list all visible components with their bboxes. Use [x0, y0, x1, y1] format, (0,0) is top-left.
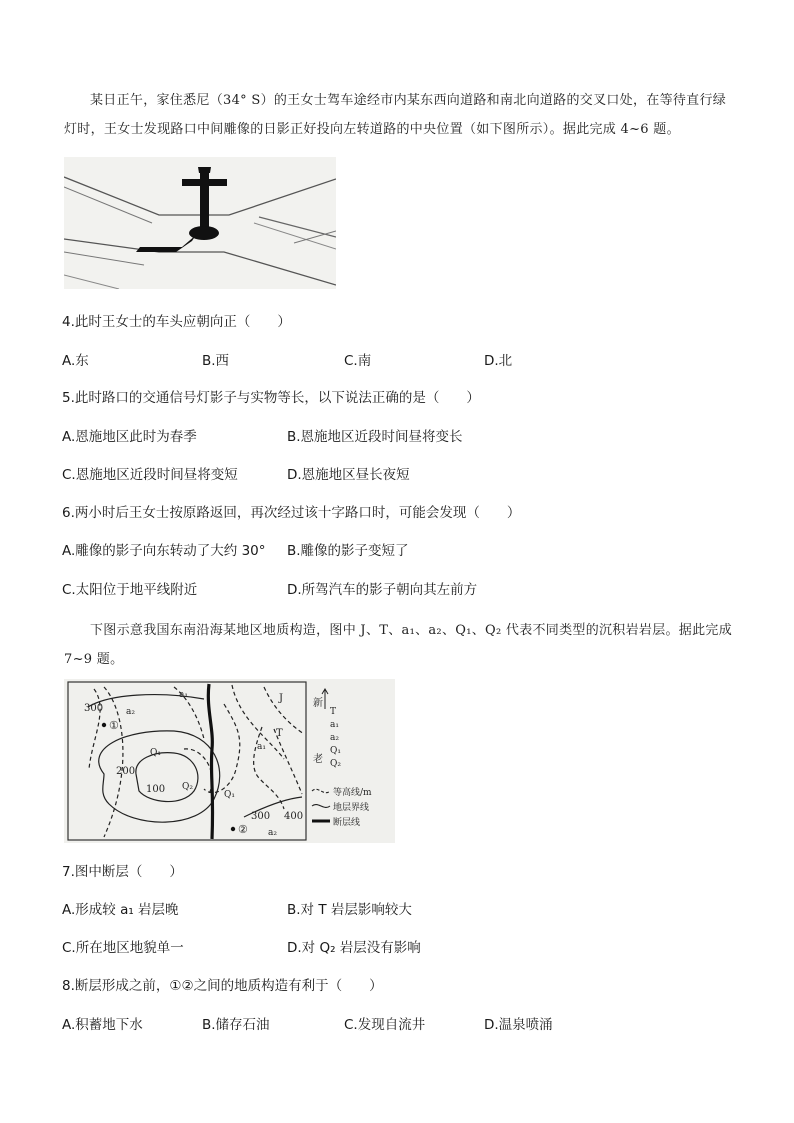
question-8-option-d[interactable]: D.温泉喷涌: [484, 1017, 553, 1033]
figure-geologic-map: [64, 679, 395, 843]
question-7-stem: 7.图中断层（ ）: [62, 864, 183, 880]
map-stratum-label: Q₂: [182, 782, 193, 792]
question-8-option-c[interactable]: C.发现自流井: [344, 1017, 426, 1033]
question-5-option-b[interactable]: B.恩施地区近段时间昼将变长: [287, 429, 463, 445]
question-6-stem: 6.两小时后王女士按原路返回，再次经过该十字路口时，可能会发现（ ）: [62, 505, 521, 521]
question-4-option-c[interactable]: C.南: [344, 353, 372, 369]
question-8-option-a[interactable]: A.积蓄地下水: [62, 1017, 143, 1033]
question-7-option-a[interactable]: A.形成较 a₁ 岩层晚: [62, 902, 179, 918]
question-7-option-b[interactable]: B.对 T 岩层影响较大: [287, 902, 412, 918]
question-4-option-a[interactable]: A.东: [62, 353, 89, 369]
question-7-option-d[interactable]: D.对 Q₂ 岩层没有影响: [287, 940, 421, 956]
question-4-option-b[interactable]: B.西: [202, 353, 230, 369]
map-stratum-label: a₁: [179, 690, 188, 700]
legend-item: 断层线: [333, 818, 361, 828]
question-8-stem: 8.断层形成之前，①②之间的地质构造有利于（ ）: [62, 978, 383, 994]
map-point-2: ②: [238, 823, 248, 836]
legend-item: 等高线/m: [333, 788, 372, 798]
map-contour-label: 300: [84, 703, 104, 714]
question-5-option-c[interactable]: C.恩施地区近段时间昼将变短: [62, 467, 238, 483]
map-stratum-label: a₁: [257, 742, 266, 752]
legend-seq-item: a₂: [330, 733, 339, 743]
legend-new-label: 新: [313, 698, 323, 709]
question-7-option-c[interactable]: C.所在地区地貌单一: [62, 940, 184, 956]
legend-seq-item: a₁: [330, 720, 339, 730]
map-point-1: ①: [109, 719, 119, 732]
question-4-stem: 4.此时王女士的车头应朝向正（ ）: [62, 314, 291, 330]
question-5-option-a[interactable]: A.恩施地区此时为春季: [62, 429, 197, 445]
legend-old-label: 老: [313, 754, 323, 765]
map-contour-label: 100: [146, 784, 166, 795]
question-6-option-c[interactable]: C.太阳位于地平线附近: [62, 582, 198, 598]
map-stratum-label: a₂: [268, 828, 277, 838]
question-5-option-d[interactable]: D.恩施地区昼长夜短: [287, 467, 410, 483]
legend-seq-item: Q₂: [330, 759, 341, 769]
map-stratum-label: Q₁: [150, 748, 161, 758]
intro-paragraph-2: 下图示意我国东南沿海某地区地质构造，图中 J、T、a₁、a₂、Q₁、Q₂ 代表不同类型的沉积岩岩层。据此完成 7~9 题。: [64, 623, 733, 667]
map-contour-label: 300: [251, 811, 271, 822]
question-8-option-b[interactable]: B.储存石油: [202, 1017, 270, 1033]
legend-seq-item: T: [330, 707, 337, 717]
map-stratum-label: a₂: [126, 707, 135, 717]
question-6-option-b[interactable]: B.雕像的影子变短了: [287, 543, 409, 559]
legend-item: 地层界线: [333, 803, 370, 813]
map-stratum-label: J: [279, 693, 284, 704]
map-contour-label: 400: [284, 811, 304, 822]
question-6-option-d[interactable]: D.所驾汽车的影子朝向其左前方: [287, 582, 478, 598]
map-stratum-label: T: [276, 728, 283, 739]
map-contour-label: 200: [116, 766, 136, 777]
legend-seq-item: Q₁: [330, 746, 341, 756]
question-5-stem: 5.此时路口的交通信号灯影子与实物等长，以下说法正确的是（ ）: [62, 390, 480, 406]
question-4-option-d[interactable]: D.北: [484, 353, 513, 369]
intro-paragraph-1: 某日正午，家住悉尼（34° S）的王女士驾车途经市内某东西向道路和南北向道路的交叉口处，在等待直行绿灯时，王女士发现路口中间雕像的日影正好投向左转道路的中央位置（如下图所示）。据此完成 4~6 题。: [64, 93, 727, 137]
figure-intersection-photo: [64, 157, 336, 289]
question-6-option-a[interactable]: A.雕像的影子向东转动了大约 30°: [62, 543, 266, 559]
map-stratum-label: Q₁: [224, 790, 235, 800]
